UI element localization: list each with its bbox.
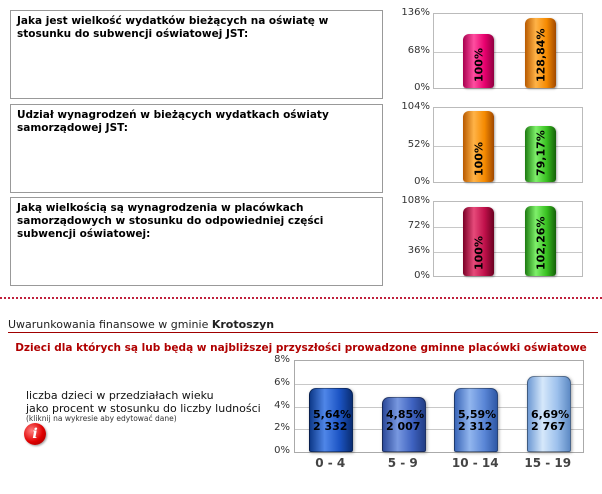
question-box-2 (10, 104, 383, 193)
chart-y-tick-label: 8% (274, 354, 290, 365)
mini-bar-value-label: 100% (472, 142, 485, 176)
mini-bar-value-label: 128,84% (534, 28, 547, 82)
chart-y-tick-label: 6% (274, 377, 290, 388)
lower-label (26, 389, 261, 415)
question-text: Jaką wielkością są wynagrodzenia w placówkach samorządowych w stosunku do odpowiedniej części subwencji oświatowej: (17, 202, 324, 240)
bar-percent-label: 5,59% (458, 408, 497, 421)
age-group-bar[interactable] (309, 388, 353, 452)
mini-bar (525, 126, 556, 182)
x-category-label: 10 - 14 (451, 456, 499, 470)
mini-gridline (434, 146, 582, 147)
age-group-bar[interactable] (382, 397, 426, 452)
mini-y-tick-label: 52% (407, 139, 430, 150)
mini-bar-value-label: 79,17% (534, 130, 547, 176)
bar-percent-label: 4,85% (386, 408, 425, 421)
mini-bar (463, 111, 494, 182)
mini-plot-area (433, 201, 583, 277)
age-bar-chart[interactable] (294, 360, 584, 453)
bar-value-labels (313, 409, 350, 433)
chart-y-tick-label: 0% (274, 445, 290, 456)
mini-bar (525, 206, 556, 276)
x-category-label: 15 - 19 (524, 456, 572, 470)
bar-count-label: 2 007 (386, 420, 421, 433)
mini-bar-value-label: 100% (472, 48, 485, 82)
mini-y-tick-label: 0% (414, 82, 430, 93)
mini-chart-1 (400, 7, 590, 93)
mini-plot-area (433, 107, 583, 183)
mini-y-tick-label: 108% (401, 195, 430, 206)
mini-bar (525, 18, 556, 88)
mini-gridline (434, 227, 582, 228)
question-text: Udział wynagrodzeń w bieżących wydatkach oświaty samorządowej JST: (17, 109, 329, 134)
mini-gridline (434, 252, 582, 253)
bar-value-labels (531, 409, 568, 433)
question-box-1 (10, 10, 383, 99)
mini-plot-area (433, 13, 583, 89)
x-category-label: 0 - 4 (315, 456, 346, 470)
lower-label-line-1: liczba dzieci w przedziałach wieku (26, 389, 214, 402)
mini-bar-value-label: 102,26% (534, 216, 547, 270)
chart-y-tick-label: 4% (274, 400, 290, 411)
dotted-divider (0, 297, 602, 299)
mini-chart-2 (400, 101, 590, 187)
age-group-bar[interactable] (527, 376, 571, 452)
mini-y-tick-label: 104% (401, 101, 430, 112)
section-title (8, 318, 274, 331)
lower-label-line-2: jako procent w stosunku do liczby ludności (26, 402, 261, 415)
bar-value-labels (386, 409, 423, 433)
mini-bar (463, 207, 494, 276)
mini-y-tick-label: 136% (401, 7, 430, 18)
chart-y-tick-label: 2% (274, 422, 290, 433)
bar-value-labels (458, 409, 495, 433)
mini-y-tick-label: 0% (414, 270, 430, 281)
edit-hint: (kliknij na wykresie aby edytować dane) (26, 414, 177, 423)
mini-y-tick-label: 68% (407, 45, 430, 56)
mini-chart-3 (400, 195, 590, 281)
mini-bar (463, 34, 494, 88)
mini-y-tick-label: 0% (414, 176, 430, 187)
bar-count-label: 2 312 (458, 420, 493, 433)
bar-count-label: 2 767 (531, 420, 566, 433)
mini-bar-value-label: 100% (472, 236, 485, 270)
question-text: Jaka jest wielkość wydatków bieżących na oświatę w stosunku do subwencji oświatowej JST: (17, 15, 329, 40)
section-title-prefix: Uwarunkowania finansowe w gminie (8, 318, 209, 331)
mini-gridline (434, 52, 582, 53)
bar-percent-label: 6,69% (531, 408, 570, 421)
bar-count-label: 2 332 (313, 420, 348, 433)
gmina-name: Krotoszyn (211, 318, 275, 331)
bar-percent-label: 5,64% (313, 408, 352, 421)
subheading: Dzieci dla których są lub będą w najbliższej przyszłości prowadzone gminne placówki oświatowe (15, 342, 587, 354)
x-category-label: 5 - 9 (387, 456, 418, 470)
age-group-bar[interactable] (454, 388, 498, 452)
question-box-3 (10, 197, 383, 286)
info-icon[interactable]: i (24, 423, 46, 445)
section-rule (8, 332, 598, 333)
mini-y-tick-label: 72% (407, 220, 430, 231)
mini-y-tick-label: 36% (407, 245, 430, 256)
